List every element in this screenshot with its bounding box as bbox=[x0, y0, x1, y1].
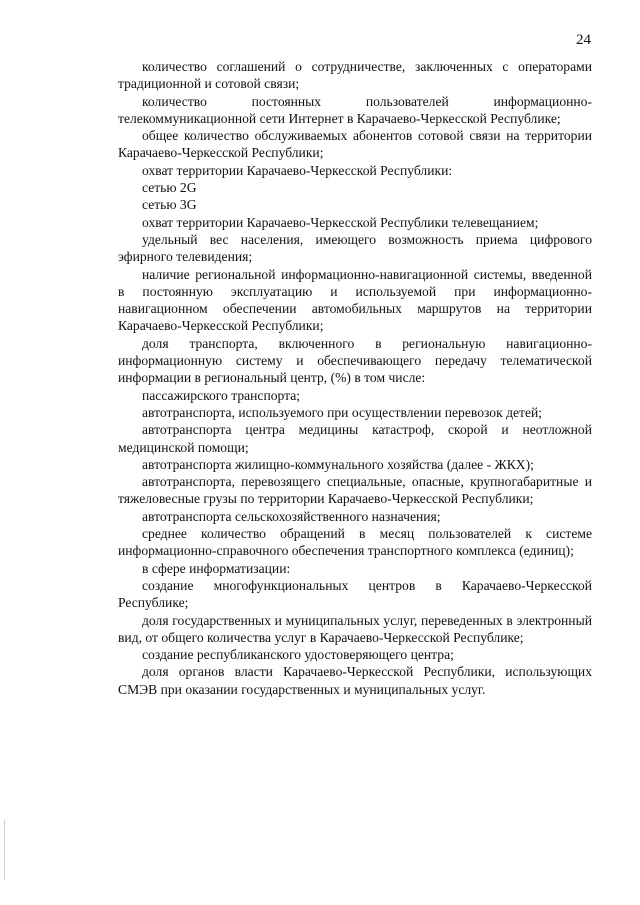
paragraph: автотранспорта жилищно-коммунального хозяйства (далее - ЖКХ); bbox=[142, 456, 534, 472]
scan-edge-mark bbox=[4, 820, 5, 880]
paragraph: пассажирского транспорта; bbox=[142, 387, 301, 403]
paragraph: охват территории Карачаево-Черкесской Республики телевещанием; bbox=[142, 214, 539, 230]
paragraph: охват территории Карачаево-Черкесской Республики: bbox=[142, 162, 453, 178]
paragraph: автотранспорта центра медицины катастроф, скорой и неотложной медицинской помощи; bbox=[118, 422, 592, 455]
paragraph: количество соглашений о сотрудничестве, заключенных с операторами традиционной и сотовой связи; bbox=[118, 59, 592, 92]
paragraph: доля органов власти Карачаево-Черкесской Республики, использующих СМЭВ при оказании государственных и муниципальных услуг. bbox=[118, 664, 592, 697]
paragraph: доля государственных и муниципальных услуг, переведенных в электронный вид, от общего количества услуг в Карачаево-Черкесской Республике; bbox=[118, 612, 592, 645]
paragraph: создание республиканского удостоверяющего центра; bbox=[142, 647, 454, 663]
paragraph: автотранспорта, перевозящего специальные, опасные, крупногабаритные и тяжеловесные грузы по территории Карачаево-Черкесской Республики; bbox=[118, 474, 592, 507]
paragraph: наличие региональной информационно-навигационной системы, введенной в постоянную эксплуатацию и используемой при информационно-навигационном обеспечении автомобильных маршрутов на территории Карачаево-Черкесской Республики; bbox=[118, 266, 592, 334]
paragraph: сетью 3G bbox=[142, 197, 197, 213]
document-body bbox=[118, 58, 592, 698]
paragraph: автотранспорта сельскохозяйственного назначения; bbox=[142, 508, 441, 524]
paragraph: создание многофункциональных центров в Карачаево-Черкесской Республике; bbox=[118, 577, 592, 611]
paragraph: автотранспорта, используемого при осуществлении перевозок детей; bbox=[142, 404, 543, 420]
paragraph: количество постоянных пользователей информационно-телекоммуникационной сети Интернет в Карачаево-Черкесской Республике; bbox=[118, 93, 592, 126]
page-number: 24 bbox=[576, 32, 591, 48]
paragraph: среднее количество обращений в месяц пользователей к системе информационно-справочного обеспечения транспортного комплекса (единиц); bbox=[118, 526, 592, 559]
paragraph: сетью 2G bbox=[142, 180, 197, 196]
paragraph: доля транспорта, включенного в региональную навигационно-информационную систему и обеспечивающего передачу телематической информации в региональный центр, (%) в том числе: bbox=[118, 335, 592, 386]
paragraph: общее количество обслуживаемых абонентов сотовой связи на территории Карачаево-Черкесской Республики; bbox=[118, 128, 592, 161]
paragraph: удельный вес населения, имеющего возможность приема цифрового эфирного телевидения; bbox=[118, 231, 592, 265]
paragraph: в сфере информатизации: bbox=[142, 560, 291, 576]
